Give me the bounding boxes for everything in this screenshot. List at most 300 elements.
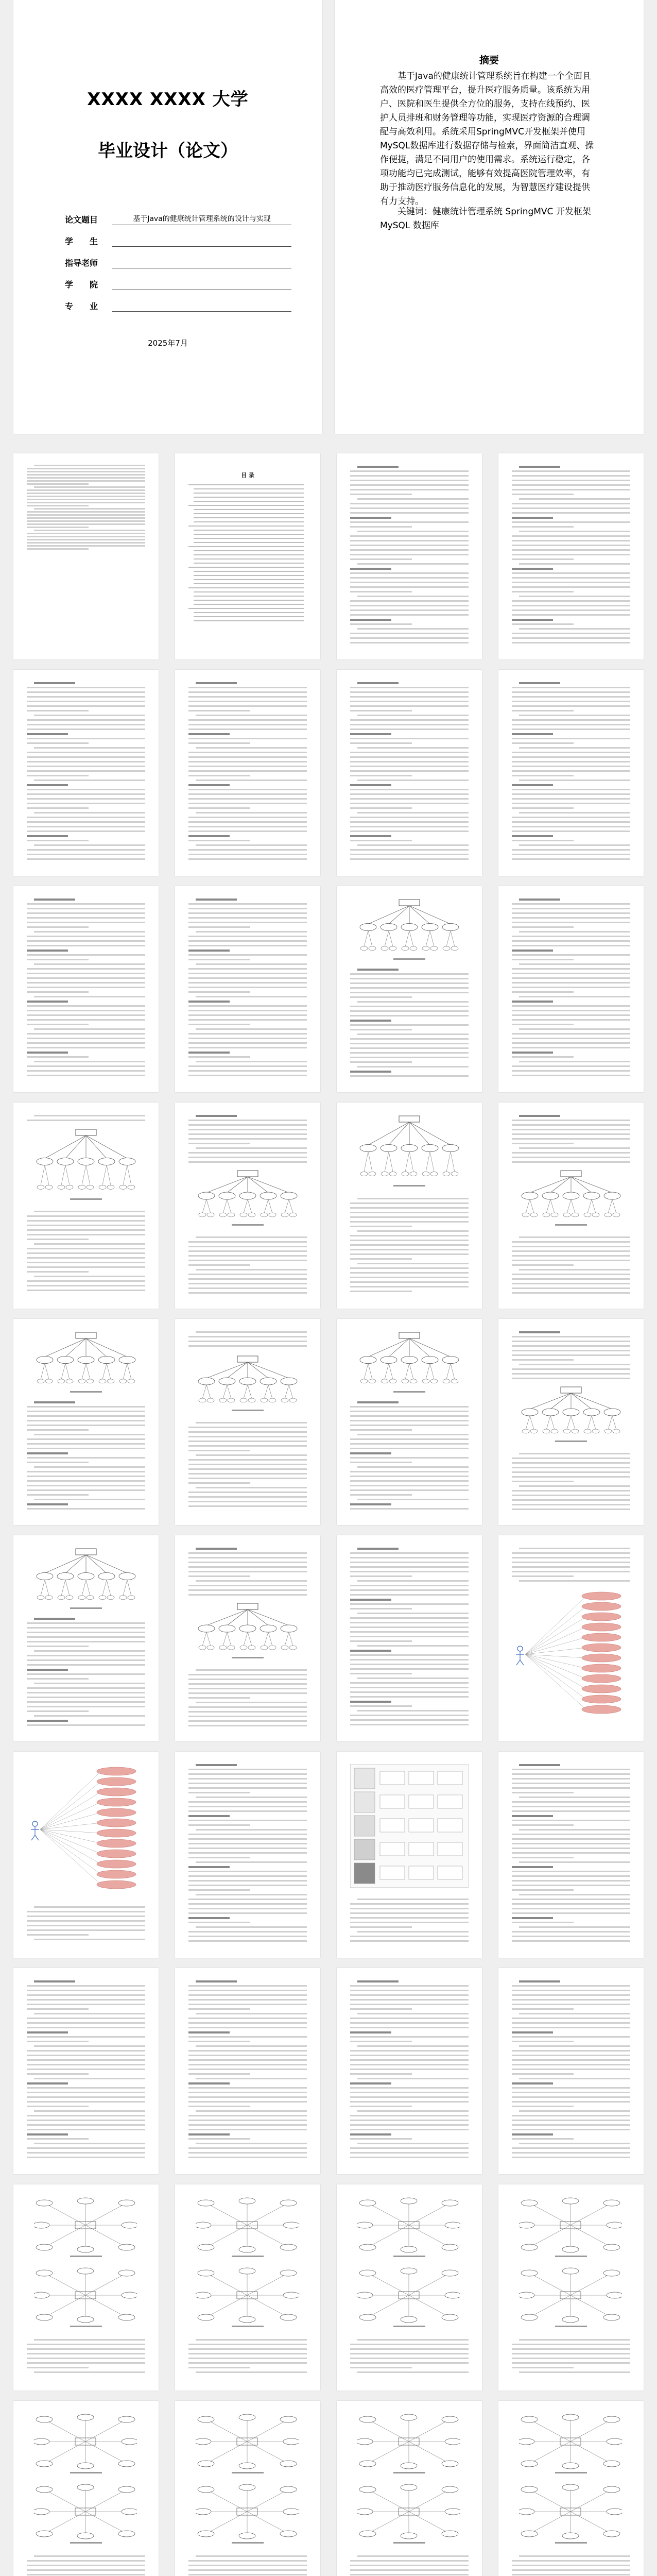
text-line [188, 1431, 307, 1433]
page-thumbnail[interactable] [175, 886, 320, 1092]
text-line [188, 1436, 307, 1437]
text-line [34, 1276, 145, 1277]
page-thumbnail[interactable] [498, 886, 644, 1092]
text-line [350, 582, 469, 583]
text-line [512, 1278, 630, 1280]
toc-entry[interactable] [188, 526, 304, 527]
text-line [196, 899, 237, 901]
text-line [27, 912, 145, 914]
toc-entry[interactable] [194, 554, 304, 555]
text-line [188, 1834, 307, 1835]
toc-entry[interactable] [194, 616, 304, 617]
cover-field-value [112, 278, 291, 290]
text-line [350, 1212, 469, 1213]
text-line [188, 1769, 307, 1770]
toc-entry[interactable] [188, 608, 304, 609]
abstract-keywords: 关键词：健康统计管理系统 SpringMVC 开发框架 MySQL 数据库 [380, 207, 591, 231]
tree-diagram [520, 1386, 623, 1437]
text-line [350, 2022, 469, 2024]
text-line [188, 1792, 250, 1793]
page-thumbnail[interactable] [498, 1319, 644, 1525]
text-line [357, 1401, 399, 1403]
er-diagram [519, 2413, 622, 2470]
text-line [27, 517, 145, 519]
text-line [27, 908, 145, 909]
text-line [512, 821, 630, 823]
text-line [34, 1401, 75, 1403]
toc-entry[interactable] [188, 587, 304, 588]
toc-entry[interactable] [194, 521, 304, 522]
page-thumbnail[interactable] [498, 2401, 644, 2576]
text-line [519, 1269, 630, 1270]
text-line [188, 1824, 250, 1826]
text-line [357, 1613, 469, 1614]
page-thumbnail[interactable] [337, 2184, 482, 2391]
text-line [350, 586, 469, 588]
text-line [357, 715, 469, 716]
text-line [519, 2013, 630, 2014]
text-line [27, 1019, 145, 1021]
text-line [512, 1246, 630, 1247]
text-line [512, 2022, 630, 2024]
text-line [512, 1033, 630, 1035]
text-line [350, 705, 469, 707]
text-line [512, 1042, 630, 1044]
text-line [350, 817, 469, 818]
text-line [27, 523, 145, 525]
text-line [188, 1922, 250, 1923]
text-line [512, 2059, 630, 2061]
text-line [350, 637, 469, 639]
text-line [188, 1985, 307, 1987]
text-line [188, 973, 307, 974]
text-line [512, 858, 630, 860]
toc-entry[interactable] [194, 550, 304, 551]
text-line [27, 926, 89, 928]
text-line [350, 1494, 412, 1496]
text-line [196, 2339, 307, 2341]
text-line [188, 2348, 307, 2350]
text-line [512, 1458, 630, 1459]
text-line [188, 1283, 307, 1284]
page-thumbnail[interactable] [337, 1319, 482, 1525]
tree-diagram [520, 1170, 623, 1221]
text-line [512, 1129, 630, 1130]
page-thumbnail[interactable] [175, 1103, 320, 1309]
text-line [350, 1687, 469, 1688]
page-thumbnail[interactable] [13, 1535, 159, 1741]
text-line [512, 728, 630, 730]
text-line [188, 1450, 250, 1451]
page-thumbnail[interactable] [175, 1752, 320, 1958]
text-line [350, 521, 469, 523]
text-line [512, 1885, 630, 1886]
text-line [188, 1014, 307, 1016]
toc-entry[interactable] [194, 542, 304, 543]
text-line [512, 831, 630, 832]
figure-caption [393, 2542, 425, 2544]
page-thumbnail[interactable] [337, 1968, 482, 2174]
text-line [350, 1415, 469, 1417]
text-line [188, 738, 307, 739]
toc-entry[interactable] [194, 497, 304, 498]
text-line [196, 2045, 307, 2047]
cover-field-student [65, 225, 291, 247]
text-line [27, 1994, 145, 1996]
text-line [512, 1056, 574, 1058]
text-line [350, 1216, 469, 1218]
text-line [27, 2124, 145, 2126]
text-line [27, 945, 145, 946]
text-line [512, 1931, 630, 1933]
text-line [512, 2050, 630, 2052]
text-line [188, 2353, 307, 2354]
text-line [27, 2027, 145, 2028]
text-line [27, 1252, 145, 1254]
text-line [350, 540, 469, 541]
toc-entry[interactable] [188, 484, 304, 485]
text-line [27, 1999, 145, 2001]
text-line [188, 2064, 307, 2065]
text-line [512, 586, 630, 588]
text-line [512, 2344, 630, 2345]
text-line [188, 1075, 307, 1076]
text-line [188, 1250, 307, 1252]
text-line [188, 950, 230, 952]
text-line [27, 696, 145, 698]
page-thumbnail[interactable] [337, 2401, 482, 2576]
toc-entry[interactable] [188, 546, 304, 547]
page-thumbnail[interactable] [498, 1535, 644, 1741]
text-line [188, 1557, 307, 1558]
text-line [27, 922, 145, 923]
page-thumbnail[interactable] [13, 2184, 159, 2391]
text-line [27, 2055, 145, 2056]
text-line [512, 1852, 630, 1854]
page-thumbnail[interactable] [13, 1968, 159, 2174]
text-line [350, 1594, 469, 1596]
text-line [350, 1626, 469, 1628]
text-line [512, 1857, 574, 1858]
page-thumbnail[interactable] [498, 1103, 644, 1309]
text-line [512, 789, 630, 790]
page-thumbnail[interactable] [498, 1968, 644, 2174]
text-line [27, 1215, 145, 1217]
text-line [357, 1001, 469, 1003]
text-line [196, 2143, 307, 2144]
toc-entry[interactable] [188, 567, 304, 568]
text-line [512, 691, 630, 693]
text-line [188, 977, 307, 979]
text-line [27, 2569, 145, 2571]
toc-entry[interactable] [194, 571, 304, 572]
tree-diagram [358, 1115, 461, 1182]
text-line [27, 1485, 145, 1486]
text-line [512, 1504, 630, 1505]
toc-entry[interactable] [194, 493, 304, 494]
text-line [350, 2124, 469, 2126]
page-thumbnail[interactable] [175, 2401, 320, 2576]
text-line [357, 1033, 469, 1035]
text-line [350, 687, 469, 688]
text-line [512, 554, 630, 555]
text-line [27, 2362, 145, 2364]
toc-entry[interactable] [194, 509, 304, 510]
page-thumbnail[interactable] [13, 2401, 159, 2576]
text-line [188, 2152, 307, 2154]
page-thumbnail[interactable] [498, 670, 644, 876]
text-line [188, 1492, 307, 1493]
text-line [357, 1677, 469, 1679]
text-line [188, 835, 230, 837]
text-line [27, 807, 89, 809]
text-line [350, 1990, 469, 1991]
text-line [512, 572, 630, 574]
text-line [350, 807, 412, 809]
text-line [512, 1908, 630, 1909]
text-line [188, 1505, 307, 1507]
page-thumbnail[interactable] [13, 1319, 159, 1525]
page-thumbnail[interactable] [175, 1968, 320, 2174]
text-line [27, 2050, 145, 2052]
text-line [27, 719, 145, 721]
text-line [350, 1052, 469, 1054]
text-line [27, 2092, 145, 2093]
page-thumbnail[interactable] [13, 1103, 159, 1309]
text-line [188, 1725, 307, 1726]
text-line [350, 489, 469, 490]
page-thumbnail[interactable] [13, 670, 159, 876]
text-line [188, 2574, 307, 2575]
text-line [357, 1980, 399, 1982]
toc-entry[interactable] [194, 600, 304, 601]
page-thumbnail[interactable] [175, 2184, 320, 2391]
text-line [357, 2339, 469, 2341]
text-line [27, 784, 68, 786]
text-line [512, 687, 630, 688]
text-line [188, 940, 307, 942]
text-line [512, 605, 630, 606]
toc-entry[interactable] [194, 620, 304, 621]
text-line [188, 1287, 307, 1289]
toc-entry[interactable] [194, 530, 304, 531]
text-line [512, 2087, 630, 2089]
toc-entry[interactable] [194, 488, 304, 489]
toc-entry[interactable] [194, 612, 304, 613]
text-line [350, 701, 469, 702]
toc-entry[interactable] [188, 505, 304, 506]
text-line [27, 2101, 145, 2103]
text-line [188, 1005, 307, 1007]
figure-caption [393, 2256, 425, 2257]
text-line [188, 1692, 307, 1694]
text-line [27, 977, 145, 979]
text-line [512, 1848, 630, 1849]
page-thumbnail[interactable] [13, 453, 159, 659]
text-line [350, 1701, 391, 1703]
text-line [350, 1221, 469, 1223]
text-line [512, 1052, 553, 1054]
text-line [34, 2555, 145, 2557]
figure-caption [555, 2472, 587, 2473]
toc-entry[interactable] [194, 513, 304, 514]
text-line [512, 1552, 630, 1554]
text-line [188, 1903, 307, 1905]
text-line [196, 1269, 307, 1270]
text-line [27, 710, 89, 711]
page-thumbnail[interactable] [337, 670, 482, 876]
text-line [27, 826, 145, 827]
text-line [27, 1990, 145, 1991]
text-line [350, 1207, 469, 1209]
text-line [350, 2120, 469, 2121]
text-line [27, 1452, 68, 1454]
text-line [512, 912, 630, 914]
text-line [188, 2055, 307, 2056]
text-line [188, 724, 307, 725]
page-thumbnail[interactable] [337, 1535, 482, 1741]
text-line [188, 1931, 307, 1933]
text-line [512, 991, 574, 993]
text-line [350, 1985, 469, 1987]
cover-field-value [112, 300, 291, 312]
text-line [188, 2133, 230, 2136]
text-line [188, 2560, 307, 2562]
text-line [350, 738, 469, 739]
text-line [188, 1706, 307, 1708]
text-line [188, 2059, 307, 2061]
page-thumbnail[interactable] [337, 1752, 482, 1958]
text-line [27, 480, 145, 482]
text-line [512, 1001, 553, 1003]
text-line [350, 691, 469, 693]
text-line [512, 1820, 630, 1821]
text-line [27, 1701, 145, 1703]
page-thumbnail[interactable] [498, 453, 644, 659]
text-line [27, 2133, 68, 2136]
page-thumbnail[interactable] [337, 1103, 482, 1309]
page-thumbnail[interactable] [13, 886, 159, 1092]
page-thumbnail[interactable] [175, 670, 320, 876]
text-line [27, 545, 145, 547]
text-line [350, 1912, 469, 1914]
text-line [512, 1124, 630, 1126]
text-line [350, 1908, 469, 1909]
text-line [357, 2110, 469, 2112]
text-line [196, 1331, 307, 1333]
toc-entry[interactable] [194, 534, 304, 535]
figure-caption [555, 2326, 587, 2327]
er-diagram [519, 2483, 622, 2540]
text-line [350, 1043, 469, 1044]
text-line [357, 1899, 469, 1900]
text-line [512, 959, 574, 960]
text-line [27, 1669, 68, 1671]
text-line [519, 1236, 630, 1238]
tree-node [76, 1549, 96, 1555]
figure-caption [555, 1224, 587, 1226]
toc-entry[interactable] [194, 575, 304, 576]
text-line [512, 784, 553, 786]
text-line [519, 2110, 630, 2112]
toc-entry[interactable] [194, 596, 304, 597]
text-line [27, 1248, 145, 1249]
toc-entry[interactable] [194, 538, 304, 539]
text-line [27, 798, 145, 800]
text-line [350, 2569, 469, 2571]
toc-entry[interactable] [194, 501, 304, 502]
text-line [34, 963, 145, 965]
tree-diagram [34, 1331, 137, 1388]
page-thumbnail[interactable] [175, 1319, 320, 1525]
text-line [27, 858, 145, 860]
page-thumbnail[interactable] [175, 1535, 320, 1741]
text-line [512, 2041, 574, 2042]
text-line [519, 931, 630, 933]
text-line [188, 2096, 307, 2098]
page-thumbnail[interactable] [337, 886, 482, 1092]
text-line [350, 766, 469, 767]
toc-entry[interactable] [194, 579, 304, 580]
toc-entry[interactable] [194, 558, 304, 560]
er-diagram [34, 2483, 137, 2540]
text-line [512, 2101, 630, 2103]
text-line [512, 1255, 630, 1257]
text-line [27, 831, 145, 832]
text-line [196, 963, 307, 965]
text-line [27, 2004, 145, 2005]
text-line [188, 1042, 307, 1044]
cover-field-advisor [65, 247, 291, 268]
tree-diagram [34, 1548, 137, 1604]
text-line [188, 1566, 307, 1568]
text-line [196, 1422, 307, 1423]
text-line [350, 1903, 469, 1905]
text-line [188, 849, 307, 851]
text-line [188, 1990, 307, 1991]
text-line [512, 2353, 630, 2354]
text-line [350, 619, 391, 621]
page-thumbnail[interactable] [498, 1752, 644, 1958]
text-line [350, 1267, 469, 1269]
text-line [27, 817, 145, 818]
toc-entry[interactable] [194, 583, 304, 584]
text-line [188, 1594, 307, 1596]
text-line [350, 572, 469, 574]
text-line [188, 1459, 307, 1461]
text-line [512, 756, 630, 758]
text-line [27, 1271, 89, 1273]
text-line [512, 724, 630, 725]
text-line [188, 1589, 307, 1591]
text-line [519, 1028, 630, 1030]
toc-entry[interactable] [194, 604, 304, 605]
page-thumbnail[interactable] [13, 1752, 159, 1958]
text-line [188, 1138, 307, 1140]
page-thumbnail[interactable] [175, 453, 320, 659]
page-thumbnail[interactable] [337, 453, 482, 659]
text-line [350, 710, 412, 711]
toc-entry[interactable] [194, 517, 304, 518]
text-line [27, 1636, 145, 1638]
toc-title: 目 录 [241, 472, 254, 479]
text-line [188, 1056, 250, 1058]
page-thumbnail[interactable] [498, 2184, 644, 2391]
toc-entry[interactable] [194, 563, 304, 564]
text-line [188, 1161, 307, 1163]
text-line [519, 628, 630, 630]
toc-entry[interactable] [194, 591, 304, 592]
